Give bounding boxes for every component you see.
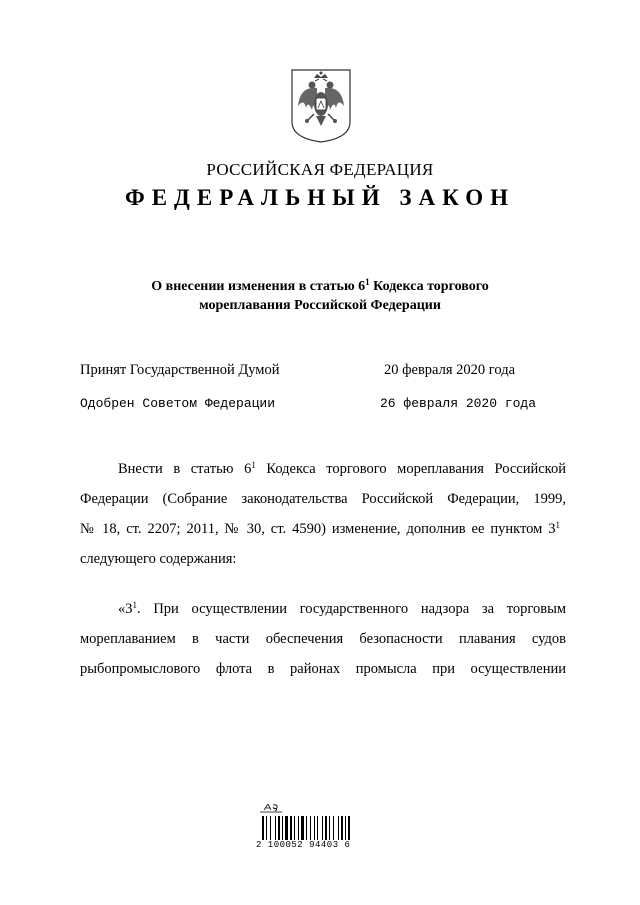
barcode-bar (345, 816, 346, 840)
barcode-graphic (258, 804, 378, 844)
law-title (0, 277, 640, 315)
duma-adoption-date: 20 февраля 2020 года (384, 362, 516, 378)
barcode-bar (325, 816, 327, 840)
barcode-bar (270, 816, 271, 840)
barcode-bar (317, 816, 318, 840)
law-title-line-2: мореплавания Российской Федерации (199, 298, 441, 313)
barcode-bar (348, 816, 350, 840)
barcode-bar (310, 816, 311, 840)
council-approval-label: Одобрен Советом Федерации (80, 396, 276, 411)
barcode-bar (298, 816, 299, 840)
barcode-bar (341, 816, 343, 840)
body-line: «$3^1$. При осуществлении государственного надзора за торговым (118, 600, 566, 617)
barcode-bar (329, 816, 330, 840)
barcode-bar (333, 816, 334, 840)
barcode-bar (262, 816, 264, 840)
barcode-bar (282, 816, 283, 840)
council-approval-date: 26 февраля 2020 года (380, 396, 537, 411)
body-line: Федерации (Собрание законодательства Российской Федерации, 1999, (80, 491, 566, 507)
body-line: рыбопромыслового флота в районах промысла при осуществлении (80, 661, 566, 677)
barcode-bar (338, 816, 339, 840)
barcode-bar (306, 816, 307, 840)
body-paragraph-2 (80, 594, 566, 684)
body-line: мореплаванием в части обеспечения безопасности плавания судов (80, 631, 566, 647)
barcode-bar (275, 816, 276, 840)
barcode-bar (301, 816, 304, 840)
document-type-heading: ФЕДЕРАЛЬНЫЙ ЗАКОН (124, 185, 516, 210)
barcode-bar (266, 816, 267, 840)
duma-adoption-label: Принят Государственной Думой (80, 362, 280, 378)
barcode-bar (278, 816, 280, 840)
body-paragraph-1 (80, 454, 566, 574)
law-title-line-1: О внесении изменения в статью $6^1$ Кодекса торгового (151, 277, 489, 294)
body-line: Внести в статью $6^1$ Кодекса торгового мореплавания Российской (118, 460, 566, 477)
barcode-bar (290, 816, 292, 840)
barcode-bar (314, 816, 315, 840)
body-line: следующего содержания: (80, 551, 237, 567)
barcode-number: 2 100052 94403 6 (256, 840, 351, 850)
barcode-bar (294, 816, 295, 840)
body-line: № 18, ст. 2207; 2011, № 30, ст. 4590) изменение, дополнив ее пунктом $3^1$ (80, 520, 560, 537)
coat-of-arms-emblem (290, 68, 352, 144)
country-heading: РОССИЙСКАЯ ФЕДЕРАЦИЯ (206, 160, 434, 179)
barcode-bar (285, 816, 288, 840)
barcode-bar (322, 816, 323, 840)
